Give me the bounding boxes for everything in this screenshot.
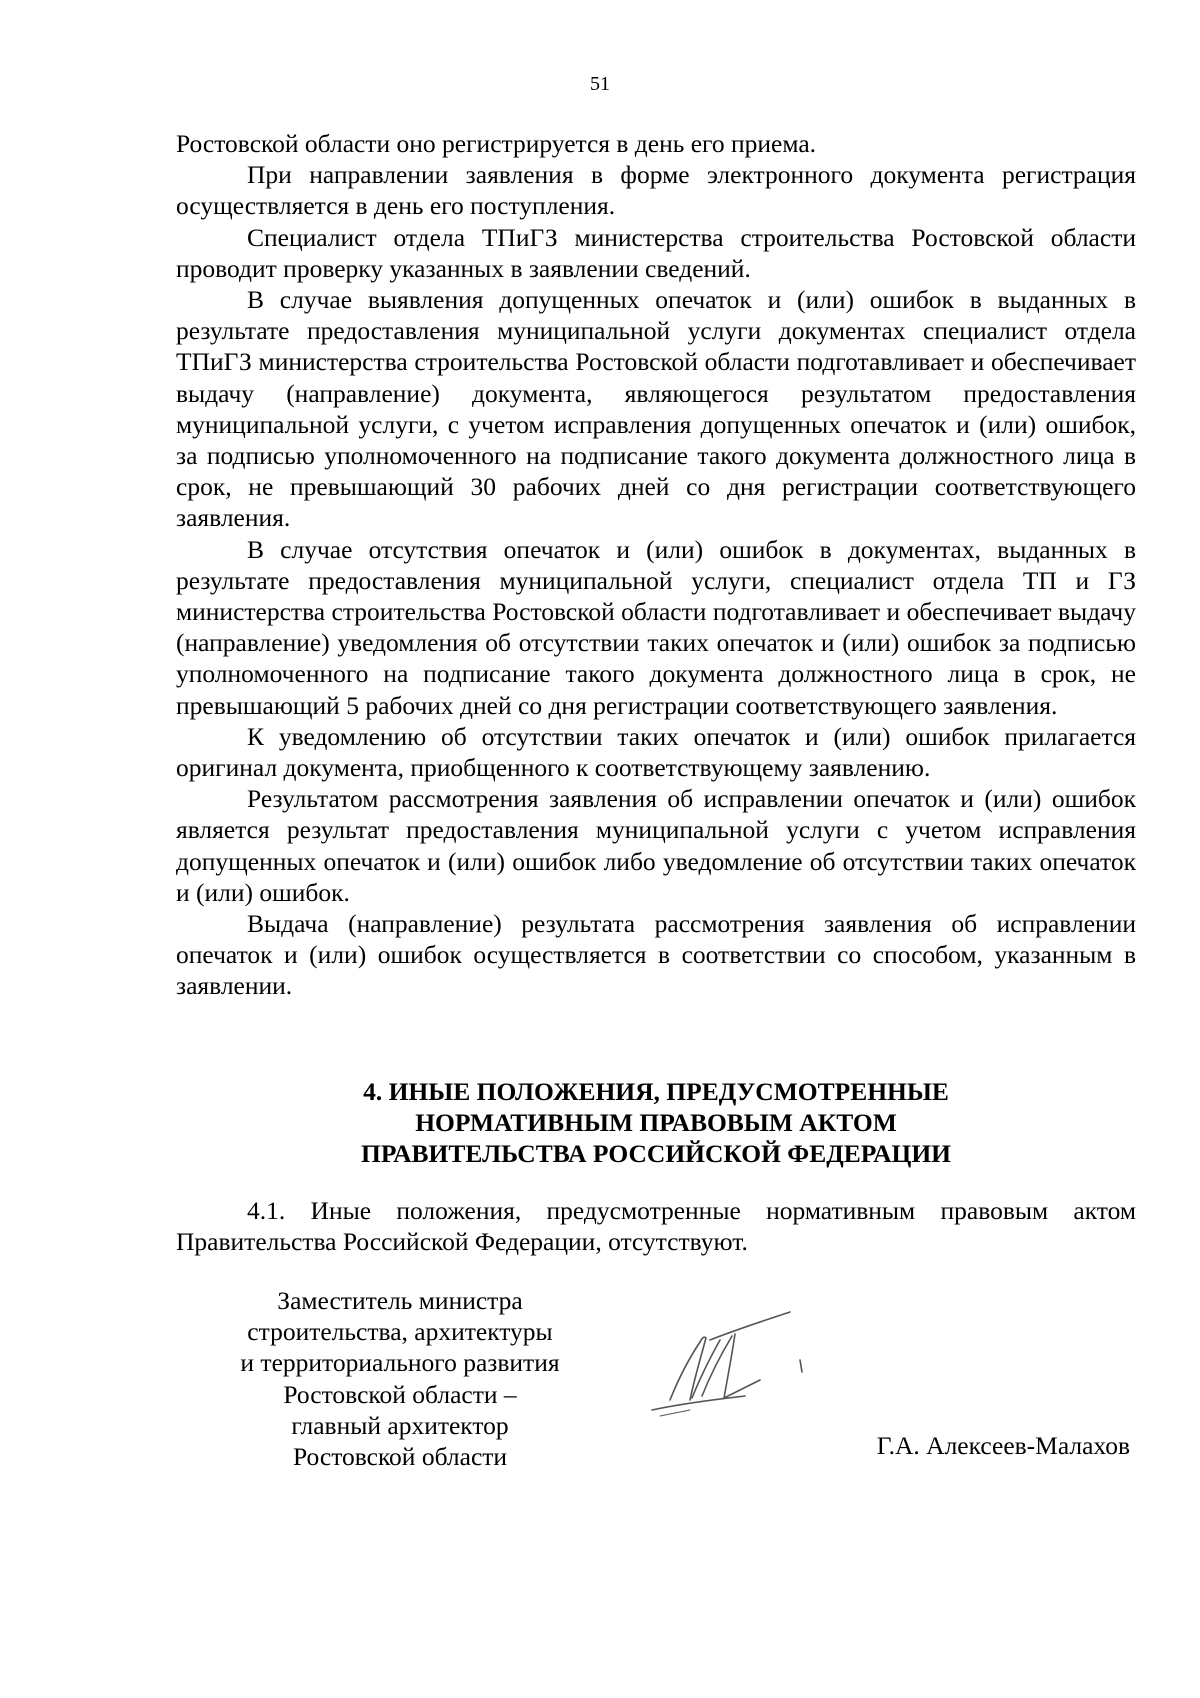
paragraph-6: К уведомлению об отсутствии таких опечаток и (или) ошибок прилагается оригинал документа, приобщенного к соответствующему заявлению. bbox=[176, 721, 1136, 783]
body-text bbox=[176, 128, 1136, 1002]
section-heading bbox=[176, 1076, 1136, 1169]
paragraph-1: Ростовской области оно регистрируется в день его приема. bbox=[176, 129, 817, 158]
paragraph-4: В случае выявления допущенных опечаток и (или) ошибок в выданных в результате предоставления муниципальной услуги документах специалист отдела ТПиГЗ министерства строительства Ростовской области подготавливает и обеспечивает выдачу (направление) документа, являющегося результатом предоставления муниципальной услуги, с учетом исправления допущенных опечаток и (или) ошибок, за подписью уполномоченного на подписание такого документа должностного лица в срок, не превышающий 30 рабочих дней со дня регистрации соответствующего заявления. bbox=[176, 285, 1136, 533]
signer-position-line: главный архитектор bbox=[291, 1410, 509, 1440]
paragraph-2: При направлении заявления в форме электронного документа регистрация осуществляется в день его поступления. bbox=[176, 160, 1136, 221]
section-heading-line: ПРАВИТЕЛЬСТВА РОССИЙСКОЙ ФЕДЕРАЦИИ bbox=[360, 1139, 951, 1168]
paragraph-7: Результатом рассмотрения заявления об исправлении опечаток и (или) ошибок является результат предоставления муниципальной услуги с учетом исправления допущенных опечаток и (или) ошибок либо уведомление об отсутствии таких опечаток и (или) ошибок. bbox=[176, 784, 1136, 907]
signer-name: Г.А. Алексеев-Малахов bbox=[876, 1431, 1130, 1460]
handwritten-signature-icon bbox=[640, 1300, 810, 1430]
signer-position-line: Ростовской области bbox=[292, 1442, 508, 1472]
paragraph-8: Выдача (направление) результата рассмотрения заявления об исправлении опечаток и (или) ошибок осуществляется в соответствии со способом, указанным в заявлении. bbox=[176, 909, 1136, 1001]
paragraph-3: Специалист отдела ТПиГЗ министерства строительства Ростовской области проводит проверку указанных в заявлении сведений. bbox=[176, 222, 1136, 283]
section-heading-line: 4. ИНЫЕ ПОЛОЖЕНИЯ, ПРЕДУСМОТРЕННЫЕ bbox=[363, 1077, 949, 1106]
signer-position-line: Заместитель министра bbox=[277, 1286, 523, 1315]
page-number: 51 bbox=[590, 73, 610, 95]
paragraph-5: В случае отсутствия опечаток и (или) ошибок в документах, выданных в результате предоставления муниципальной услуги, специалист отдела ТП и ГЗ министерства строительства Ростовской области подготавливает и обеспечивает выдачу (направление) уведомления об отсутствии таких опечаток и (или) ошибок за подписью уполномоченного на подписание такого документа должностного лица в срок, не превышающий 5 рабочих дней со дня регистрации соответствующего заявления. bbox=[176, 534, 1136, 720]
signer-position bbox=[190, 1285, 610, 1472]
section-body bbox=[176, 1195, 1136, 1257]
signer-position-line: и территориального развития bbox=[240, 1348, 560, 1378]
section-paragraph: 4.1. Иные положения, предусмотренные нормативным правовым актом Правительства Российской Федерации, отсутствуют. bbox=[176, 1196, 1136, 1257]
signer-position-line: строительства, архитектуры bbox=[247, 1317, 553, 1347]
signer-position-line: Ростовской области – bbox=[283, 1379, 517, 1409]
section-heading-line: НОРМАТИВНЫМ ПРАВОВЫМ АКТОМ bbox=[415, 1108, 897, 1137]
